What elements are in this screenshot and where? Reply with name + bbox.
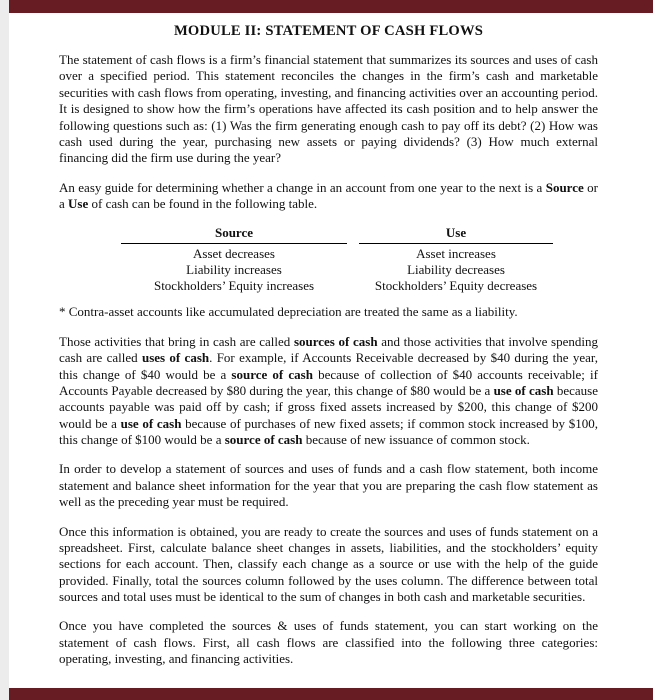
table-cell-source: Asset decreases xyxy=(193,245,275,261)
examples-bold: source of cash xyxy=(224,432,303,447)
document-content xyxy=(9,13,653,681)
examples-text: . For example, if Accounts Receivable decreased by $40 during the year, this change of $40 would be a xyxy=(59,350,598,382)
examples-bold: uses of cash xyxy=(141,350,210,366)
table-cell-use: Liability decreases xyxy=(407,261,505,277)
examples-bold: source of cash xyxy=(231,366,313,382)
source-use-table xyxy=(121,225,553,294)
table-cell-source: Liability increases xyxy=(186,261,282,277)
table-header-row xyxy=(121,225,553,245)
examples-text: and those activities that involve spending cash are called xyxy=(59,333,598,366)
guide-bold-source: Source xyxy=(545,179,584,195)
table-cell-use: Stockholders’ Equity decreases xyxy=(374,278,538,294)
page-left-gutter xyxy=(0,0,9,700)
table-cell-source: Stockholders’ Equity increases xyxy=(153,278,315,294)
table-header-use: Use xyxy=(359,225,553,243)
paragraph-requirements: In order to develop a statement of sources and uses of funds and a cash flow statement, both income statement and balance sheet information for the year that you are preparing the cash flow statement as well as the preceding year must be required. xyxy=(59,461,598,510)
guide-text: of cash can be found in the following table. xyxy=(88,196,318,211)
examples-text: Those activities that bring in cash are called xyxy=(59,333,294,349)
paragraph-categories: Once you have completed the sources & uses of funds statement, you can start working on the statement of cash flows. First, all cash flows are classified into the following three categories: operating, investing, and financing activities. xyxy=(59,618,598,667)
examples-text: because of purchases of new fixed assets; if common stock increased by $100, this change of $100 would be a xyxy=(59,415,598,447)
table-footnote: * Contra-asset accounts like accumulated depreciation are treated the same as a liability. xyxy=(59,304,518,320)
examples-text: because accounts payable was paid off by cash; if gross fixed assets increased by $200, this change of $200 would be a xyxy=(59,382,599,431)
examples-text: because of collection of $40 accounts receivable; if Accounts Payable decreased by $80 during the year, this change of $80 would be a xyxy=(59,366,598,398)
table-row xyxy=(121,246,553,262)
examples-bold: use of cash xyxy=(493,382,554,398)
table-header-source: Source xyxy=(121,225,347,243)
bottom-banner xyxy=(9,688,653,700)
guide-text: An easy guide for determining whether a change in an account from one year to the next is a xyxy=(59,179,546,195)
paragraph-spreadsheet: Once this information is obtained, you are ready to create the sources and uses of funds statement on a spreadsheet. First, calculate balance sheet changes in assets, liabilities, and the stockholders’ equity sections for each account. Then, classify each change as a source or use with the help of the guide provided. Finally, total the sources column followed by the uses column. The difference between total sources and total uses must be identical to the sum of changes in both cash and marketable securities. xyxy=(59,523,598,604)
examples-bold: sources of cash xyxy=(293,333,378,349)
guide-bold-use: Use xyxy=(68,196,89,211)
examples-text: because of new issuance of common stock. xyxy=(302,432,530,447)
paragraph-guide xyxy=(59,180,598,213)
table-row xyxy=(121,278,553,294)
table-row xyxy=(121,262,553,278)
paragraph-examples xyxy=(59,334,598,449)
guide-text: or a xyxy=(59,179,598,211)
top-banner xyxy=(9,0,653,13)
examples-bold: use of cash xyxy=(120,415,182,431)
page-title: MODULE II: STATEMENT OF CASH FLOWS xyxy=(173,23,484,39)
paragraph-intro: The statement of cash flows is a firm’s financial statement that summarizes its sources and uses of cash over a specified period. This statement reconciles the changes in the firm’s cash and marketable securities with cash flows from operating, investing, and financing activities over an accounting period. It is designed to show how the firm’s operations have affected its cash position and to help answer the following questions such as: (1) Was the firm generating enough cash to pay off its debt? (2) How was cash used during the year, purchasing new assets or paying dividends? (3) How much external financing did the firm use during the year? xyxy=(59,52,598,166)
table-cell-use: Asset increases xyxy=(416,245,496,261)
